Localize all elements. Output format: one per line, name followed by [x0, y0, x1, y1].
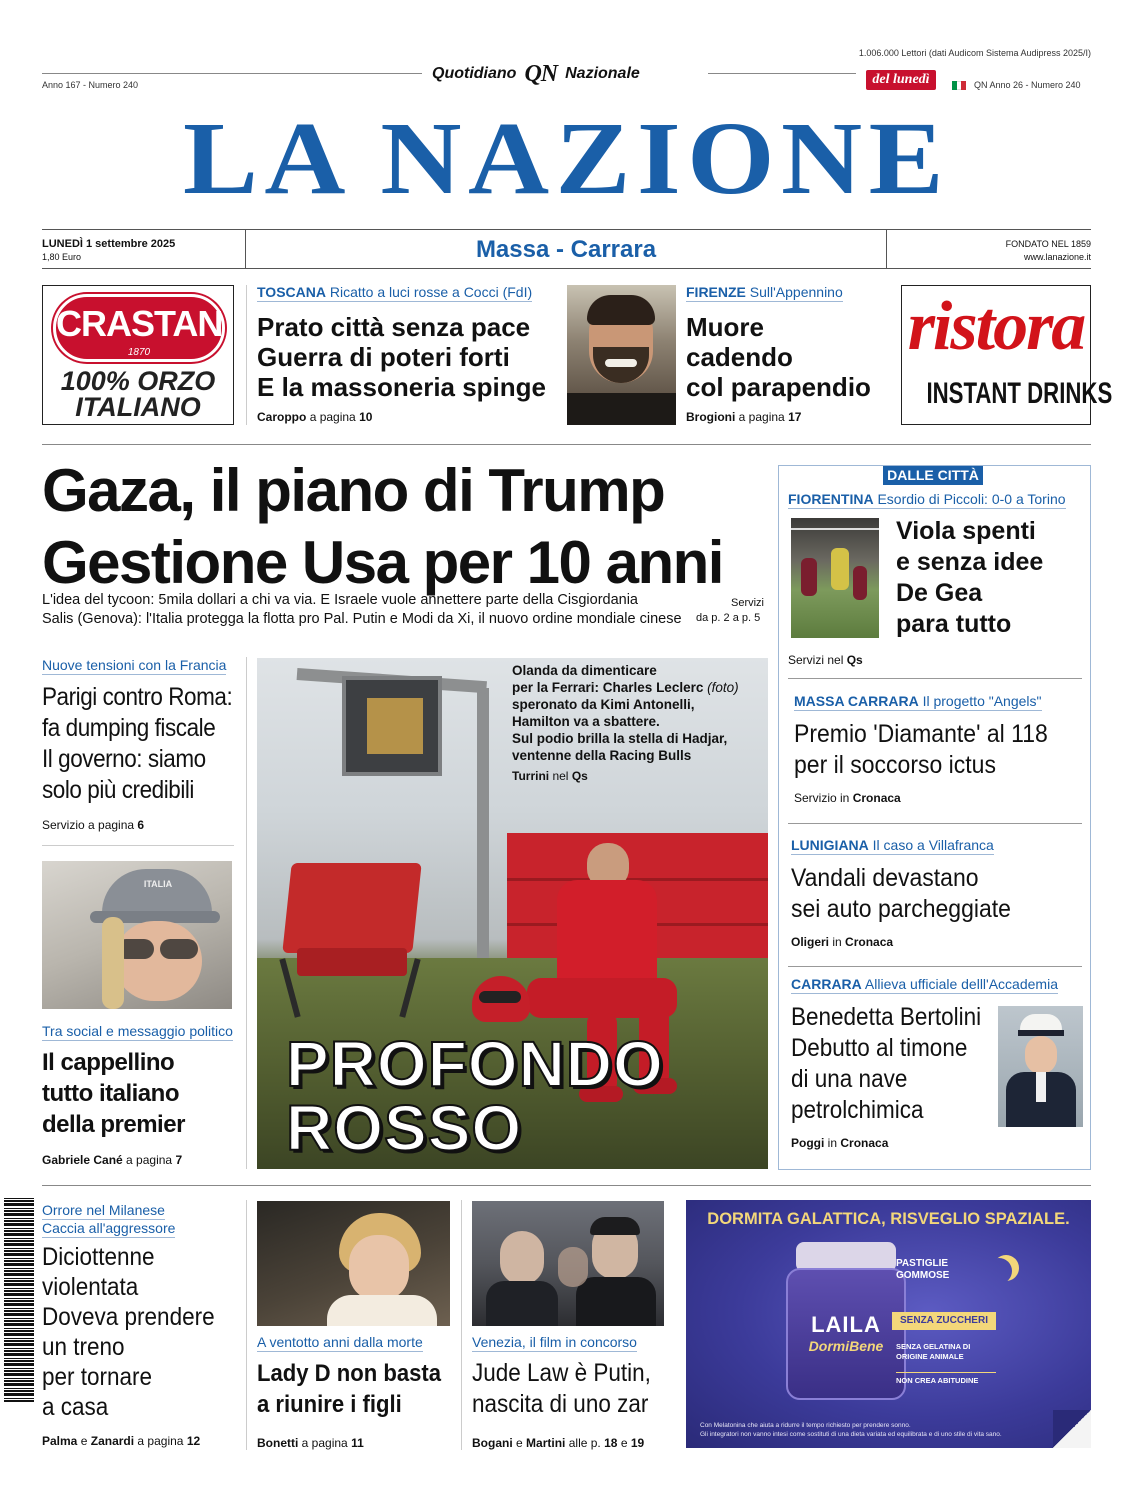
lead-subhead-2: Salis (Genova): l'Italia protegga la flotta pro Pal. Putin e Modi da Xi, il nuovo ordine mondiale cinese [42, 611, 682, 627]
story-carrara-line4: petrolchimica [791, 1096, 924, 1124]
citta-rule-3 [788, 966, 1082, 967]
story-massa-line1: Premio 'Diamante' al 118 [794, 720, 1048, 748]
lead-headline-line2: Gestione Usa per 10 anni [42, 529, 723, 596]
masthead-rule-right [708, 73, 856, 74]
story-ladyd-line1: Lady D non basta [257, 1360, 442, 1387]
moon-icon [986, 1258, 1012, 1284]
ferrari-caption-6: ventenne della Racing Bulls [512, 748, 692, 763]
story-massa-line2: per il soccorso ictus [794, 751, 996, 779]
story-carrara-line1: Benedetta Bertolini [791, 1003, 982, 1031]
qn-left-label: Quotidiano [432, 65, 517, 82]
story-fiorentina-line1: Viola spenti [896, 517, 1036, 545]
ferrari-big-title-line2: ROSSO [286, 1092, 523, 1164]
story-massa[interactable] [794, 693, 1084, 805]
story-fiorentina-line4: para tutto [896, 610, 1012, 638]
story-francia-line3: Il governo: siamo [42, 745, 206, 773]
left-issue: Anno 167 - Numero 240 [42, 80, 139, 90]
carrara-officer-photo [998, 1006, 1083, 1127]
bottom-divider-1 [246, 1200, 247, 1450]
story-venezia-line2: nascita di uno zar [472, 1390, 649, 1418]
lead-subhead-1: L'idea del tycoon: 5mila dollari a chi va via. E Israele vuole annettere parte della Cisgiordania [42, 592, 639, 608]
story-cappellino-line1: Il cappellino [42, 1049, 175, 1076]
story-carrara-kicker: CARRARA Allieva ufficiale delll'Accademia [791, 976, 1058, 992]
crastan-line2: ITALIANO [75, 392, 201, 422]
bottom-row-top-rule [42, 1185, 1091, 1186]
ferrari-caption-5: Sul podio brilla la stella di Hadjar, [512, 731, 728, 746]
ferrari-big-title-line1: PROFONDO [286, 1028, 664, 1100]
story-cappellino-kicker: Tra social e messaggio politico [42, 1023, 233, 1039]
story-milanese-line5: per tornare [42, 1363, 153, 1391]
story-francia-kicker: Nuove tensioni con la Francia [42, 657, 227, 673]
band-divider-right [886, 229, 887, 269]
ladyd-photo [257, 1201, 450, 1326]
top-story-parapendio-byline: Brogioni a pagina 17 [686, 410, 802, 424]
dormibene-headline: DORMITA GALATTICA, RISVEGLIO SPAZIALE. [707, 1210, 1070, 1228]
edition-name: Massa - Carrara [475, 236, 657, 263]
ferrari-caption-2: per la Ferrari: Charles Leclerc (foto) [512, 680, 739, 695]
ferrari-caption-4: Hamilton va a sbattere. [512, 714, 660, 729]
story-cappellino-line3: della premier [42, 1111, 185, 1138]
right-issue: QN Anno 26 - Numero 240 [974, 80, 1081, 90]
qn-lockup [432, 60, 694, 88]
band-top-rule [42, 229, 1091, 230]
left-col-rule-1 [42, 845, 234, 846]
story-milanese-kicker1: Orrore nel Milanese [42, 1202, 165, 1218]
story-ladyd[interactable] [257, 1334, 457, 1450]
ferrari-caption-1: Olanda da dimenticare [512, 663, 657, 678]
lead-headline-line1: Gaza, il piano di Trump [42, 457, 665, 524]
top-story-parapendio-line2: cadendo [686, 342, 793, 372]
story-massa-kicker: MASSA CARRARA Il progetto "Angels" [794, 693, 1042, 709]
crastan-ad[interactable] [42, 285, 234, 425]
story-ladyd-kicker: A ventotto anni dalla morte [257, 1334, 423, 1350]
bottom-divider-2 [461, 1200, 462, 1450]
story-francia-byline: Servizio a pagina 6 [42, 818, 145, 832]
left-col-divider [246, 657, 247, 1169]
story-francia-line2: fa dumping fiscale [42, 714, 216, 742]
story-milanese-line2: violentata [42, 1273, 139, 1301]
ferrari-byline: Turrini nel Qs [512, 769, 588, 783]
story-ladyd-byline: Bonetti a pagina 11 [257, 1436, 364, 1450]
band-bottom-rule [42, 268, 1091, 269]
top-story-parapendio-line1: Muore [686, 312, 764, 342]
story-francia[interactable] [42, 657, 234, 832]
top-story-prato[interactable] [257, 284, 557, 426]
lead-story[interactable] [42, 455, 772, 635]
story-fiorentina-line3: De Gea [896, 579, 983, 607]
premier-photo: ITALIA [42, 861, 232, 1009]
story-cappellino-byline: Gabriele Cané a pagina 7 [42, 1153, 183, 1167]
italy-flag-icon [952, 81, 966, 90]
ferrari-big-title[interactable] [286, 1028, 706, 1164]
dormibene-fine-1: Con Melatonina che aiuta a ridurre il tempo richiesto per prendere sonno. [700, 1422, 911, 1429]
story-venezia-kicker: Venezia, il film in concorso [472, 1334, 637, 1350]
dormibene-pastiglie: PASTIGLIE GOMMOSE [896, 1258, 950, 1281]
dormibene-senza: SENZA ZUCCHERI [892, 1312, 996, 1330]
story-lunigiana-line1: Vandali devastano [791, 864, 979, 892]
story-fiorentina-byline: Servizi nel Qs [788, 653, 863, 667]
newspaper-title: LA NAZIONE [183, 101, 950, 216]
top-story-prato-line1: Prato città senza pace [257, 312, 531, 342]
story-venezia[interactable] [472, 1334, 677, 1450]
ristora-line: INSTANT DRINKS [926, 377, 1113, 410]
story-lunigiana[interactable] [791, 837, 1081, 949]
venezia-photo [472, 1201, 664, 1326]
top-story-prato-line2: Guerra di poteri forti [257, 342, 510, 372]
story-milanese-byline: Palma e Zanardi a pagina 12 [42, 1434, 201, 1448]
parapendio-photo [567, 285, 676, 425]
story-milanese-kicker2: Caccia all'aggressore [42, 1220, 176, 1236]
crastan-year: 1870 [127, 347, 151, 358]
issue-date: LUNEDÌ 1 settembre 2025 [42, 238, 176, 250]
top-story-prato-byline: Caroppo a pagina 10 [257, 410, 373, 424]
qn-right-label: Nazionale [565, 65, 640, 82]
story-milanese-line6: a casa [42, 1393, 109, 1421]
story-fiorentina-line2: e senza idee [896, 548, 1044, 576]
story-lunigiana-line2: sei auto parcheggiate [791, 895, 1011, 923]
ristora-brand: ristora [907, 288, 1085, 365]
top-story-prato-line3: E la massoneria spinge [257, 372, 547, 402]
issue-price: 1,80 Euro [42, 252, 82, 262]
story-massa-byline: Servizio in Cronaca [794, 791, 901, 805]
readers-line: 1.006.000 Lettori (dati Audicom Sistema Audipress 2025/I) [858, 48, 1091, 58]
citta-rule-1 [788, 678, 1082, 679]
story-fiorentina[interactable] [896, 516, 1086, 640]
story-fiorentina-kicker: FIORENTINA Esordio di Piccoli: 0-0 a Torino [788, 491, 1066, 507]
story-ladyd-line2: a riunire i figli [257, 1391, 402, 1418]
top-story-parapendio-line3: col parapendio [686, 372, 871, 402]
story-lunigiana-kicker: LUNIGIANA Il caso a Villafranca [791, 837, 994, 853]
story-francia-line4: solo più credibili [42, 776, 194, 804]
top-story-prato-kicker: TOSCANA Ricatto a luci rosse a Cocci (FdI) [257, 284, 533, 300]
dormibene-abitudine: NON CREA ABITUDINE [896, 1372, 996, 1385]
story-carrara-line2: Debutto al timone [791, 1034, 968, 1062]
top-row-bottom-rule [42, 444, 1091, 445]
crastan-brand: CRASTAN [56, 303, 223, 344]
dormibene-sub: DormiBene [808, 1338, 884, 1354]
dormibene-brand: LAILA [811, 1312, 881, 1337]
crastan-logo [53, 294, 225, 362]
top-row-divider-1 [246, 285, 247, 425]
qn-logo: QN [524, 60, 558, 87]
citta-rule-2 [788, 823, 1082, 824]
story-francia-line1: Parigi contro Roma: [42, 683, 233, 711]
story-milanese[interactable] [42, 1202, 238, 1448]
story-carrara[interactable] [791, 976, 1058, 1150]
dormibene-gelatina: SENZA GELATINA DI ORIGINE ANIMALE [896, 1342, 971, 1361]
ferrari-caption-3: speronato da Kimi Antonelli, [512, 697, 695, 712]
story-venezia-byline: Bogani e Martini alle p. 18 e 19 [472, 1436, 645, 1450]
lead-servizi-pages: da p. 2 a p. 5 [696, 612, 761, 624]
story-cappellino-line2: tutto italiano [42, 1080, 179, 1107]
top-story-parapendio[interactable] [686, 284, 886, 426]
fiorentina-photo [791, 518, 879, 638]
dormibene-fine-2: Gli integratori non vanno intesi come sostituti di una dieta variata ed equilibrata e di uno stile di vita sano. [700, 1431, 1002, 1438]
story-milanese-line1: Diciottenne [42, 1243, 155, 1271]
story-carrara-byline: Poggi in Cronaca [791, 1136, 889, 1150]
top-story-parapendio-kicker: FIRENZE Sull'Appennino [686, 284, 843, 300]
barcode [4, 1196, 34, 1402]
story-milanese-line3: Doveva prendere [42, 1303, 215, 1331]
lead-servizi-label: Servizi [731, 597, 765, 609]
del-lunedi-badge: del lunedì [866, 70, 936, 90]
masthead-rule-left [42, 73, 422, 74]
story-cappellino[interactable] [42, 1023, 234, 1167]
dormibene-ad[interactable] [686, 1200, 1091, 1448]
ferrari-caption [512, 662, 768, 785]
ristora-ad[interactable] [901, 285, 1113, 425]
dalle-citta-label: DALLE CITTÀ [883, 466, 983, 485]
story-venezia-line1: Jude Law è Putin, [472, 1359, 651, 1387]
page-curl [1053, 1410, 1091, 1448]
story-carrara-line3: di una nave [791, 1065, 908, 1093]
story-lunigiana-byline: Oligeri in Cronaca [791, 935, 894, 949]
founded-line: FONDATO NEL 1859 [1005, 239, 1091, 249]
crastan-line1: 100% ORZO [60, 366, 216, 396]
story-milanese-line4: un treno [42, 1333, 125, 1361]
website: www.lanazione.it [1023, 252, 1091, 262]
